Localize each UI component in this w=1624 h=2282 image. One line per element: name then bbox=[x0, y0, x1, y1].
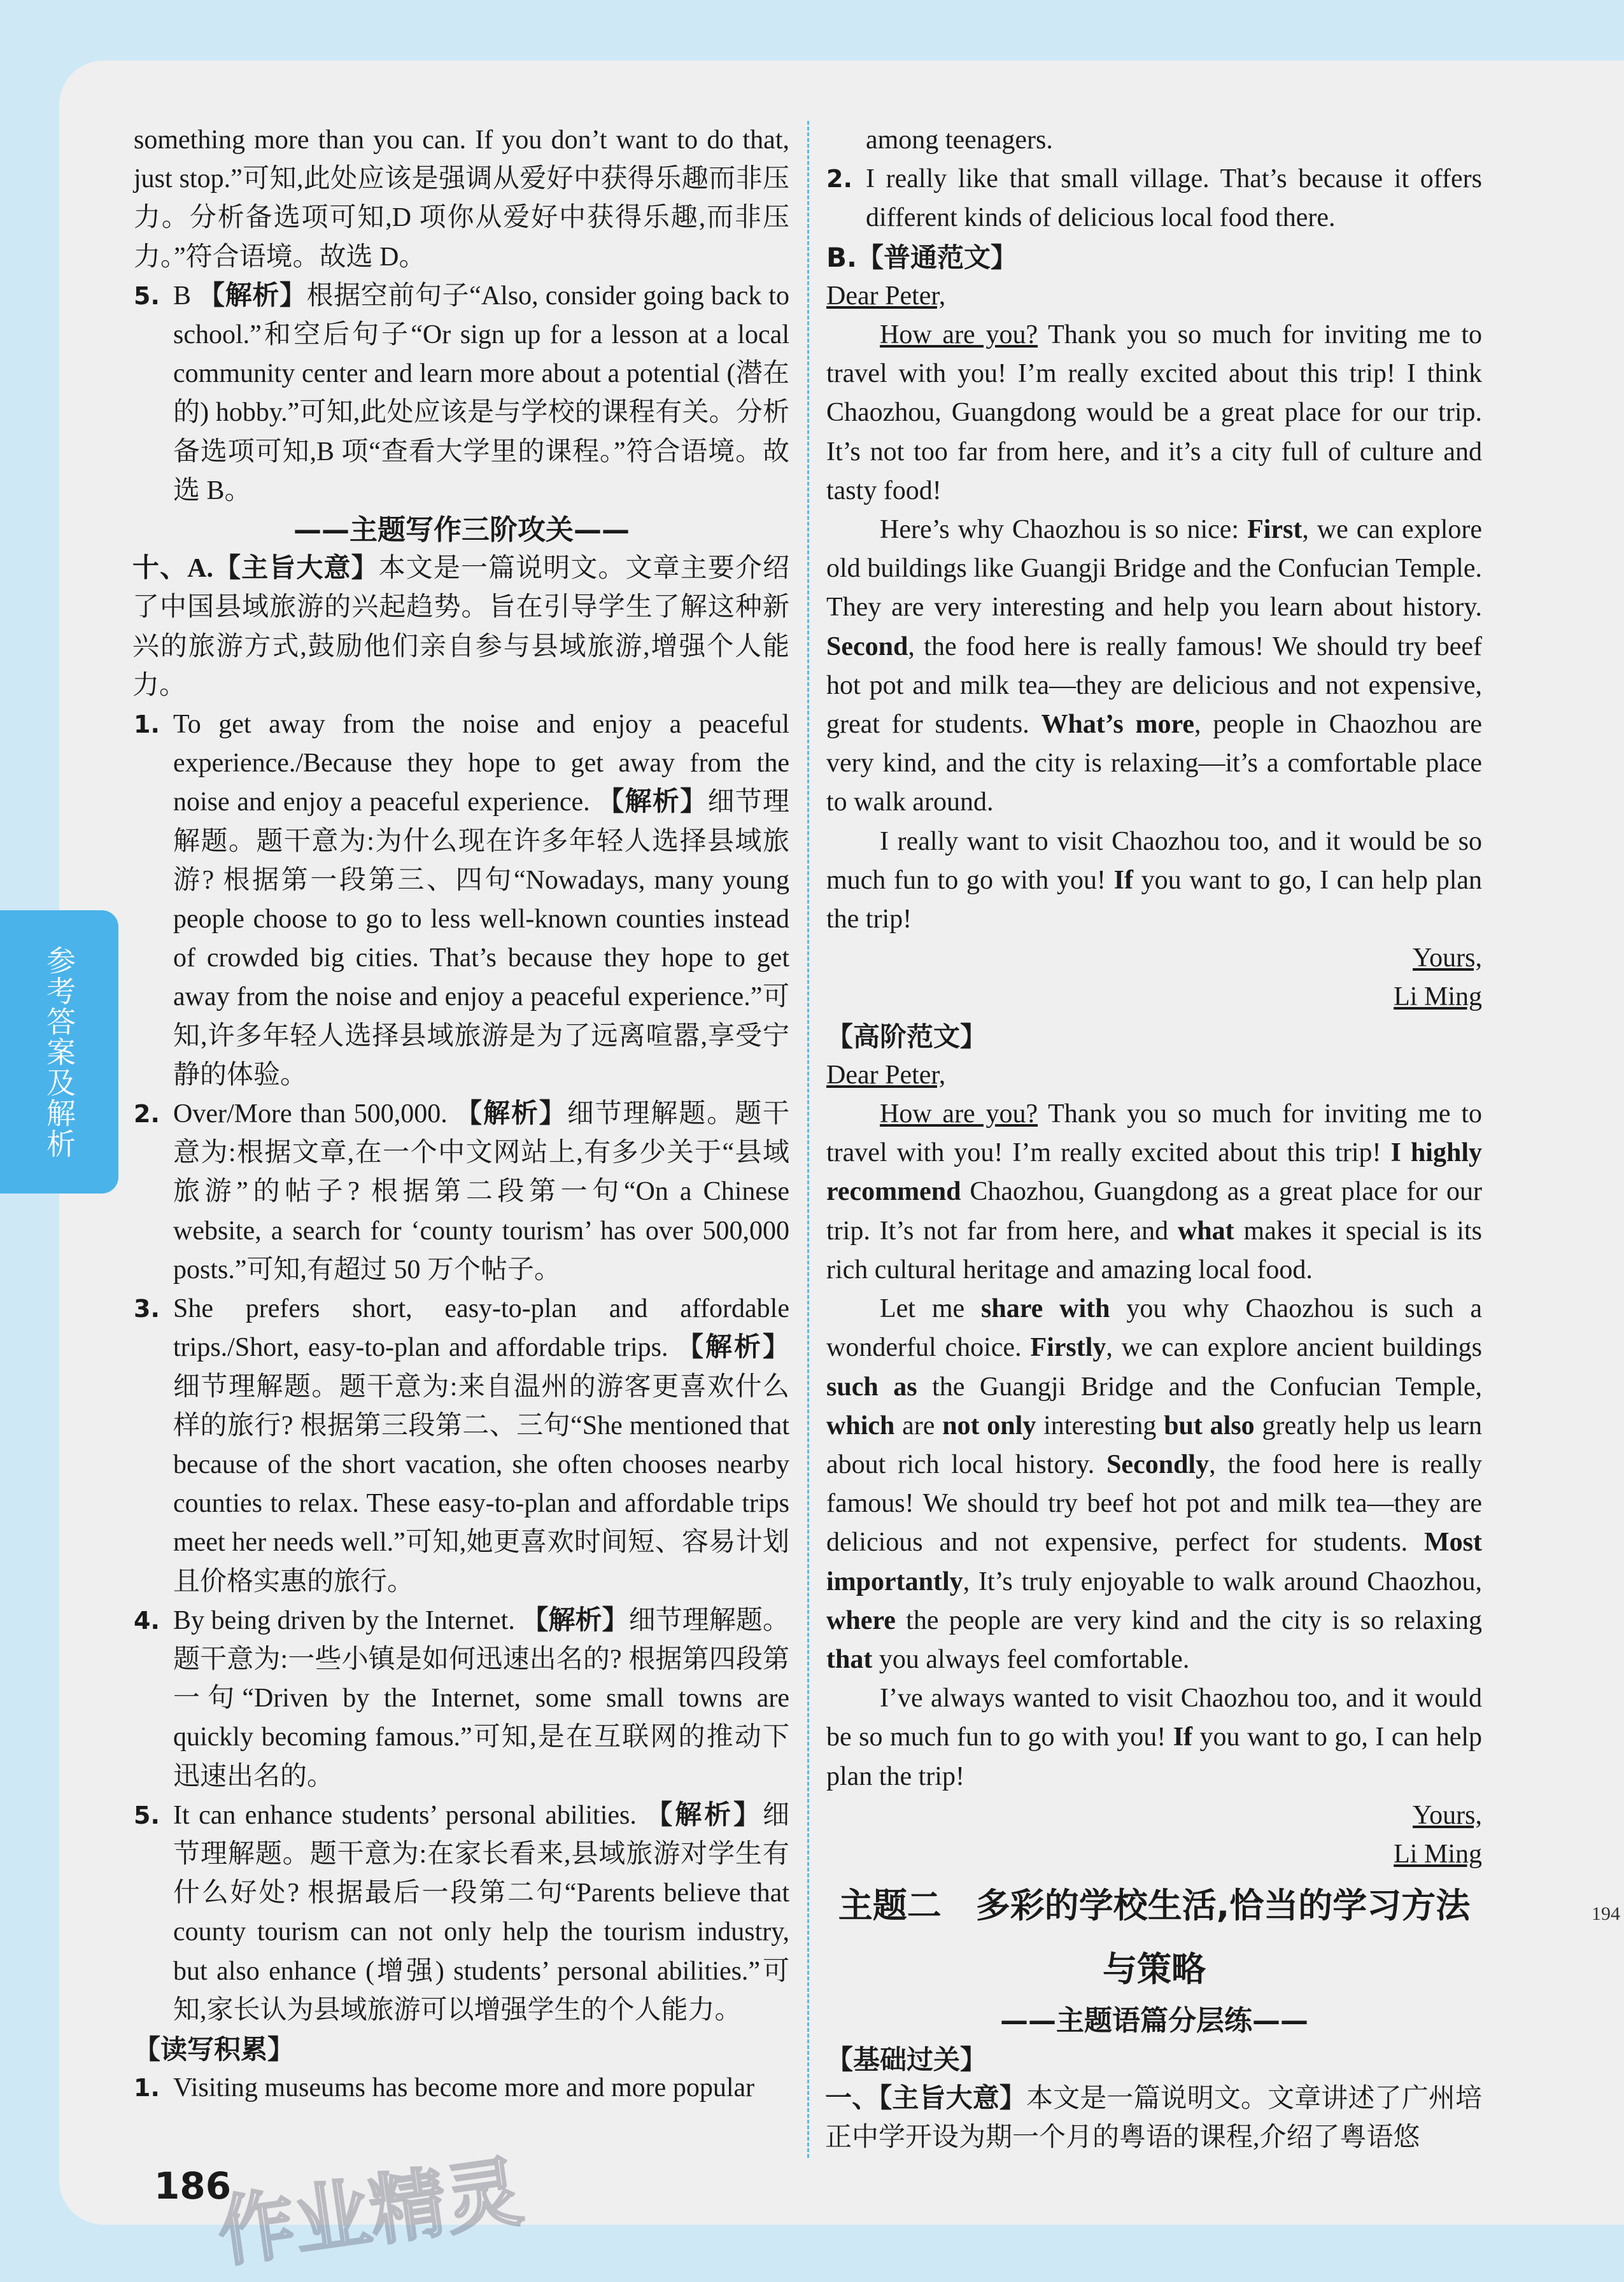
heading bbox=[134, 511, 789, 549]
left-column bbox=[134, 121, 789, 2108]
text-segment: , the food here is really famous! We should try beef hot pot and milk tea—they are delicious and not expensive, great for students. bbox=[826, 631, 1482, 740]
section-heading bbox=[134, 2030, 789, 2069]
text-segment: which bbox=[826, 1411, 895, 1440]
text-segment: If bbox=[1113, 865, 1133, 895]
side-tab-label: 参考答案及解析 bbox=[42, 945, 76, 1159]
text-segment: First bbox=[1247, 515, 1303, 545]
text-segment: I’ve always wanted to visit Chaozhou too, and it would be so much fun to go with you! bbox=[826, 1684, 1482, 1752]
text-segment: 【解析】 bbox=[521, 1605, 629, 1635]
text-segment: Yours, bbox=[1413, 1800, 1482, 1830]
text-block bbox=[826, 822, 1482, 940]
item-number: 1. bbox=[134, 2074, 160, 2102]
text-segment: among teenagers. bbox=[866, 125, 1053, 155]
text-block bbox=[132, 549, 789, 705]
text-segment: It can enhance students’ personal abilities. bbox=[173, 1800, 646, 1830]
side-tab-answers[interactable] bbox=[0, 910, 118, 1194]
text-segment: Li Ming bbox=[1394, 1839, 1482, 1869]
text-block bbox=[826, 1290, 1482, 1679]
text-segment: B bbox=[173, 281, 199, 311]
text-segment: 细节理解题。题干意为:为什么现在许多年轻人选择县域旅游? 根据第一段第三、四句“Nowadays, many young people choose to go to less well-known counties instead of crowded big cities. That’s because they hope to get away from the noise and enjoy a peaceful experience.”可知,许多年轻人选择县域旅游是为了远离喧嚣,享受宁静的体验。 bbox=[173, 787, 789, 1090]
text-segment: , the food here is really famous! We should try beef hot pot and milk tea—they are delicious and not expensive, perfect for students. bbox=[826, 1449, 1483, 1558]
text-segment: makes it special is its rich cultural heritage and amazing local food. bbox=[826, 1216, 1482, 1285]
text-block bbox=[826, 1796, 1482, 1835]
text-segment: 【读写积累】 bbox=[134, 2033, 295, 2065]
text-block bbox=[826, 1679, 1482, 1796]
watermark-logo: 作业精灵 bbox=[213, 2148, 528, 2278]
text-segment: you always feel comfortable. bbox=[872, 1644, 1190, 1674]
text-block bbox=[826, 277, 1482, 316]
text-segment: 【解析】 bbox=[198, 281, 307, 311]
text-segment: Thank you so much for inviting me to travel with you! I’m really excited about this trip! I think Chaozhou, Guangdong would be a great place for our trip. It’s not too far from here, and it’s a city full of culture and tasty food! bbox=[826, 320, 1482, 505]
text-segment: 十、A.【主旨大意】 bbox=[132, 554, 379, 584]
text-segment: 【解析】 bbox=[455, 1099, 567, 1129]
text-segment: where bbox=[826, 1605, 896, 1635]
text-segment: 【基础过关】 bbox=[826, 2044, 987, 2076]
item-number: 5. bbox=[134, 1801, 160, 1829]
section-heading bbox=[826, 2040, 1482, 2079]
text-segment: something more than you can. If you don’t want to do that, just stop.”可知,此处应该是强调从爱好中获得乐趣而非压力。分析备选项可知,D 项你从爱好中获得乐趣,而非压力。”符合语境。故选 D。 bbox=[134, 125, 789, 272]
text-block bbox=[134, 1095, 789, 1290]
text-segment: what bbox=[1177, 1216, 1234, 1246]
text-block bbox=[134, 1290, 789, 1602]
text-segment: ——主题语篇分层练—— bbox=[1000, 2004, 1308, 2038]
text-segment: interesting bbox=[1036, 1411, 1164, 1440]
text-segment: 根据空前句子“Also, consider going back to school.”和空后句子“Or sign up for a lesson at a local community center and learn more about a potential (潜在的) hobby.”可知,此处应该是与学校的课程有关。分析备选项可知,B 项“查看大学里的课程。”符合语境。故选 B。 bbox=[173, 281, 789, 505]
text-block bbox=[826, 316, 1482, 511]
text-block bbox=[826, 939, 1482, 978]
text-segment: What’s more bbox=[1041, 710, 1194, 740]
item-number: 4. bbox=[134, 1606, 160, 1635]
text-segment: Over/More than 500,000. bbox=[173, 1099, 456, 1129]
text-segment: 细节理解题。题干意为:来自温州的游客更喜欢什么样的旅行? 根据第三段第二、三句“She mentioned that because of the short vacation, she often chooses nearby counties to relax. These easy-to-plan and affordable trips meet her needs well.”可知,她更喜欢时间短、容易计划且价格实惠的旅行。 bbox=[173, 1372, 789, 1596]
text-segment: 【解析】 bbox=[646, 1800, 763, 1830]
text-segment: B.【普通范文】 bbox=[826, 241, 1017, 273]
text-block bbox=[826, 1056, 1482, 1095]
text-segment: Chaozhou, Guangdong as a great place for our trip. It’s not far from here, and bbox=[826, 1177, 1482, 1246]
text-segment: you want to go, I can help plan the trip! bbox=[826, 865, 1483, 934]
text-block bbox=[826, 978, 1482, 1017]
text-segment: share with bbox=[981, 1294, 1110, 1324]
text-segment: I really like that small village. That’s because it offers different kinds of delicious local food there. bbox=[866, 164, 1482, 233]
text-segment: Secondly bbox=[1106, 1449, 1210, 1479]
text-block bbox=[134, 705, 789, 1095]
right-column bbox=[826, 121, 1482, 2157]
text-segment: Most importantly bbox=[826, 1528, 1482, 1596]
page-number-right: 194 bbox=[1592, 1903, 1620, 1924]
text-block bbox=[826, 1095, 1482, 1290]
text-segment: How are you? bbox=[880, 1099, 1038, 1129]
text-segment: Let me bbox=[880, 1294, 982, 1324]
text-segment: I really want to visit Chaozhou too, and it would be so much fun to go with you! bbox=[826, 826, 1482, 895]
text-segment: Here’s why Chaozhou is so nice: bbox=[880, 515, 1248, 545]
text-segment: To get away from the noise and enjoy a peaceful experience./Because they hope to get away from the noise and enjoy a peaceful experience. bbox=[173, 710, 789, 817]
text-segment: greatly help us learn about rich local history. bbox=[826, 1411, 1482, 1479]
text-block bbox=[826, 511, 1482, 822]
text-segment: Li Ming bbox=[1394, 982, 1482, 1012]
text-block bbox=[134, 2069, 789, 2108]
text-segment: Dear Peter, bbox=[826, 281, 946, 311]
text-segment: such as bbox=[826, 1372, 917, 1402]
text-segment: 主题二 多彩的学校生活,恰当的学习方法与策略 bbox=[838, 1885, 1471, 1990]
section-heading bbox=[826, 1017, 1482, 1056]
text-block bbox=[825, 2080, 1482, 2157]
text-segment: not only bbox=[942, 1411, 1036, 1440]
text-segment: 本文是一篇说明文。文章讲述了广州培正中学开设为期一个月的粤语的课程,介绍了粤语悠 bbox=[825, 2083, 1482, 2152]
text-segment: If bbox=[1173, 1722, 1193, 1752]
text-block bbox=[134, 121, 789, 277]
page-number-left: 186 bbox=[154, 2164, 232, 2208]
item-number: 2. bbox=[134, 1100, 160, 1129]
text-segment: 细节理解题。题干意为:根据文章,在一个中文网站上,有多少关于“县域旅游”的帖子? 根据第二段第一句“On a Chinese website, a search for ‘county tourism’ has over 500,000 posts.”可知,有超过 50 万个帖子。 bbox=[173, 1099, 789, 1285]
text-block bbox=[826, 160, 1482, 237]
item-number: 3. bbox=[134, 1295, 160, 1323]
text-block bbox=[826, 1835, 1482, 1874]
text-segment: are bbox=[894, 1411, 943, 1440]
text-segment: 【解析】 bbox=[597, 787, 708, 817]
text-segment: 细节理解题。题干意为:一些小镇是如何迅速出名的? 根据第四段第一句“Driven by the Internet, some small towns are quickly becoming famous.”可知,是在互联网的推动下迅速出名的。 bbox=[173, 1605, 789, 1791]
text-segment: 一、【主旨大意】 bbox=[825, 2083, 1026, 2113]
text-block bbox=[134, 1796, 789, 2030]
text-segment: that bbox=[826, 1644, 873, 1674]
section-heading bbox=[826, 238, 1482, 277]
text-segment: How are you? bbox=[880, 320, 1038, 350]
text-segment: By being driven by the Internet. bbox=[173, 1605, 522, 1635]
heading bbox=[826, 1874, 1482, 2001]
text-segment: ——主题写作三阶攻关—— bbox=[293, 514, 630, 547]
item-number: 1. bbox=[134, 710, 160, 739]
text-segment: Firstly bbox=[1030, 1333, 1106, 1363]
text-segment: Visiting museums has become more and more popular bbox=[173, 2073, 755, 2103]
item-number: 5. bbox=[134, 281, 160, 310]
text-segment: the Guangji Bridge and the Confucian Temple, bbox=[917, 1372, 1482, 1402]
text-segment: but also bbox=[1164, 1411, 1255, 1440]
text-segment: Thank you so much for inviting me to travel with you! I’m really excited about this trip! bbox=[826, 1099, 1482, 1168]
text-segment: I highly recommend bbox=[826, 1138, 1482, 1207]
text-segment: the people are very kind and the city is so relaxing bbox=[895, 1605, 1482, 1635]
text-segment: , people in Chaozhou are very kind, and the city is relaxing—it’s a comfortable place to walk around. bbox=[826, 710, 1482, 817]
text-segment: Yours, bbox=[1413, 943, 1482, 973]
item-number: 2. bbox=[826, 165, 852, 194]
text-segment: you why Chaozhou is such a wonderful choice. bbox=[826, 1294, 1482, 1363]
text-block bbox=[826, 121, 1482, 160]
text-segment: 本文是一篇说明文。文章主要介绍了中国县域旅游的兴起趋势。旨在引导学生了解这种新兴的旅游方式,鼓励他们亲自参与县域旅游,增强个人能力。 bbox=[132, 554, 789, 700]
text-segment: Second bbox=[826, 631, 908, 661]
text-segment: Dear Peter, bbox=[826, 1060, 946, 1090]
text-segment: , It’s truly enjoyable to walk around Chaozhou, bbox=[963, 1567, 1482, 1596]
heading bbox=[826, 2001, 1482, 2040]
text-segment: 【解析】 bbox=[677, 1333, 789, 1363]
text-block bbox=[134, 1602, 789, 1796]
text-block bbox=[134, 277, 789, 511]
text-segment: 【高阶范文】 bbox=[826, 1020, 987, 1052]
text-segment: , we can explore ancient buildings bbox=[1106, 1333, 1483, 1363]
text-segment: She prefers short, easy-to-plan and affordable trips./Short, easy-to-plan and affordable trips. bbox=[173, 1294, 789, 1363]
text-segment: 细节理解题。题干意为:在家长看来,县域旅游对学生有什么好处? 根据最后一段第二句“Parents believe that county tourism can not only help the tourism industry, but also enhance (增强) students’ personal abilities.”可知,家长认为县域旅游可以增强学生的个人能力。 bbox=[173, 1800, 789, 2025]
column-divider bbox=[807, 121, 809, 2158]
text-segment: , we can explore old buildings like Guangji Bridge and the Confucian Temple. They are very interesting and help you learn about history. bbox=[826, 515, 1482, 623]
text-segment: you want to go, I can help plan the trip! bbox=[826, 1722, 1483, 1791]
